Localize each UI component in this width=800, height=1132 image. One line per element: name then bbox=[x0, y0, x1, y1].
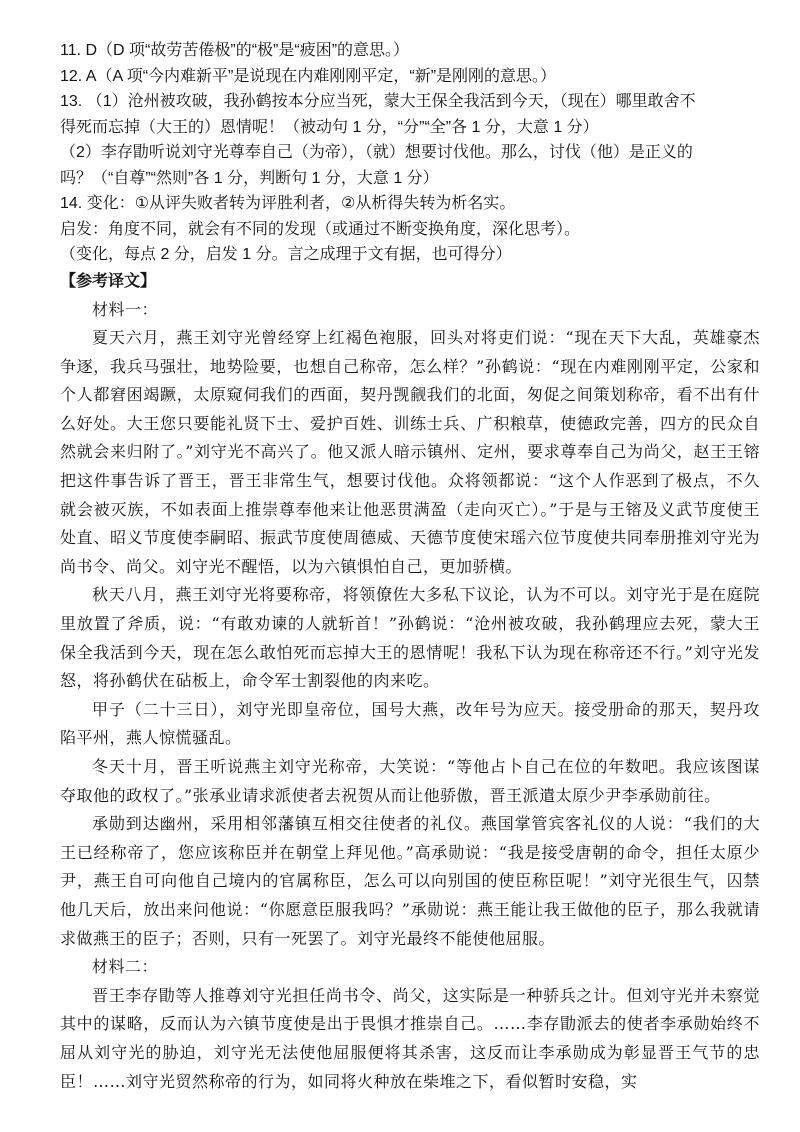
material-1-paragraph: 承勋到达幽州，采用相邻藩镇互相交往使者的礼仪。燕国掌管宾客礼仪的人说：“我们的大王已经称帝了，您应该称臣并在朝堂上拜见他。”高承勋说：“我是接受唐朝的命令，担任太原少尹，燕王自可向他自己境内的官属称臣，怎么可以向别国的使臣称臣呢！”刘守光很生气，囚禁他几天后，放出来问他说：“你愿意臣服我吗？”承勋说：燕王能让我王做他的臣子，那么我就请求做燕王的臣子；否则，只有一死罢了。刘守光最终不能使他屈服。 bbox=[60, 814, 760, 948]
translation-body bbox=[60, 296, 760, 1097]
answer-14-insight: 启发：角度不同，就会有不同的发现（或通过不断变换角度，深化思考）。 bbox=[60, 220, 581, 238]
material-2-paragraph: 晋王李存勖等人推尊刘守光担任尚书令、尚父，这实际是一种骄兵之计。但刘守光并未察觉其中的谋略，反而认为六镇节度使是出于畏惧才推崇自己。……李存勖派去的使者李承勋始终不屈从刘守光的胁迫，刘守光无法使他屈服便将其杀害，这反而让李承勋成为彰显晋王气节的忠臣！……刘守光贸然称帝的行为，如同将火种放在柴堆之下，看似暂时安稳，实 bbox=[60, 985, 760, 1091]
answer-13-1-line-1: 13. （1）沧州被攻破，我孙鹤按本分应当死，蒙大王保全我活到今天，（现在）哪里敢舍不 bbox=[60, 93, 696, 110]
material-1-paragraph: 秋天八月，燕王刘守光将要称帝，将领僚佐大多私下议论，认为不可以。刘守光于是在庭院里放置了斧质，说：“有敢劝谏的人就斩首！”孙鹤说：“沧州被攻破，我孙鹤理应去死，蒙大王保全我活到今天，现在怎么敢怕死而忘掉大王的恩情呢！我私下认为现在称帝还不行。”刘守光发怒，将孙鹤伏在砧板上，命令军士割裂他的肉来吃。 bbox=[60, 585, 760, 691]
material-2-label: 材料二： bbox=[92, 957, 159, 977]
material-1-paragraph: 甲子（二十三日），刘守光即皇帝位，国号大燕，改年号为应天。接受册命的那天，契丹攻陷平州，燕人惊慌骚乱。 bbox=[60, 699, 760, 748]
answer-14-change: 14. 变化：①从评失败者转为评胜利者，②从析得失转为析名实。 bbox=[60, 195, 516, 212]
material-1-label: 材料一： bbox=[92, 299, 159, 319]
answer-13-2-line-2: 吗？（“自尊”“然则”各 1 分，判断句 1 分，大意 1 分） bbox=[60, 169, 439, 187]
material-1-paragraph: 夏天六月，燕王刘守光曾经穿上红褐色袍服，回头对将吏们说：“现在天下大乱，英雄豪杰争逐，我兵马强壮，地势险要，也想自己称帝，怎么样？”孙鹤说：“现在内难刚刚平定，公家和个人都窘困竭蹶，太原窥伺我们的西面，契丹觊觎我们的北面，匆促之间策划称帝，看不出有什么好处。大王您只要能礼贤下士、爱护百姓、训练士兵、广积粮草，使德政完善，四方的民众自然就会来归附了。”刘守光不高兴了。他又派人暗示镇州、定州，要求尊奉自己为尚父，赵王王镕把这件事告诉了晋王，晋王非常生气，想要讨伐他。众将领都说：“这个人作恶到了极点，不久就会被灭族，不如表面上推崇尊奉他来让他恶贯满盈（走向灭亡）。”于是与王镕及义武节度使王处直、昭义节度使李嗣昭、振武节度使周德威、天德节度使宋瑶六位节度使共同奉册推刘守光为尚书令、尚父。刘守光不醒悟，以为六镇惧怕自己，更加骄横。 bbox=[60, 328, 760, 576]
translation-heading: 【参考译文】 bbox=[60, 270, 157, 290]
material-1-paragraph: 冬天十月，晋王听说燕主刘守光称帝，大笑说：“等他占卜自己在位的年数吧。我应该图谋夺取他的政权了。”张承业请求派使者去祝贺从而让他骄傲，晋王派遣太原少尹李承勋前往。 bbox=[60, 757, 760, 805]
answer-12: 12. A（A 项“今内难新平”是说现在内难刚刚平定，“新”是刚刚的意思。） bbox=[60, 67, 557, 85]
answer-13-2-line-1: （2）李存勖听说刘守光尊奉自己（为帝），（就）想要讨伐他。那么，讨伐（他）是正义的 bbox=[60, 144, 693, 161]
answer-14-scoring: （变化，每点 2 分，启发 1 分。言之成理于文有据，也可得分） bbox=[60, 246, 512, 263]
answer-11: 11. D（D 项“故劳苦倦极”的“极”是“疲困”的意思。） bbox=[60, 42, 410, 59]
answer-13-1-line-2: 得死而忘掉（大王的）恩情呢！（被动句 1 分，“分”“全”各 1 分，大意 1 分） bbox=[60, 118, 599, 136]
